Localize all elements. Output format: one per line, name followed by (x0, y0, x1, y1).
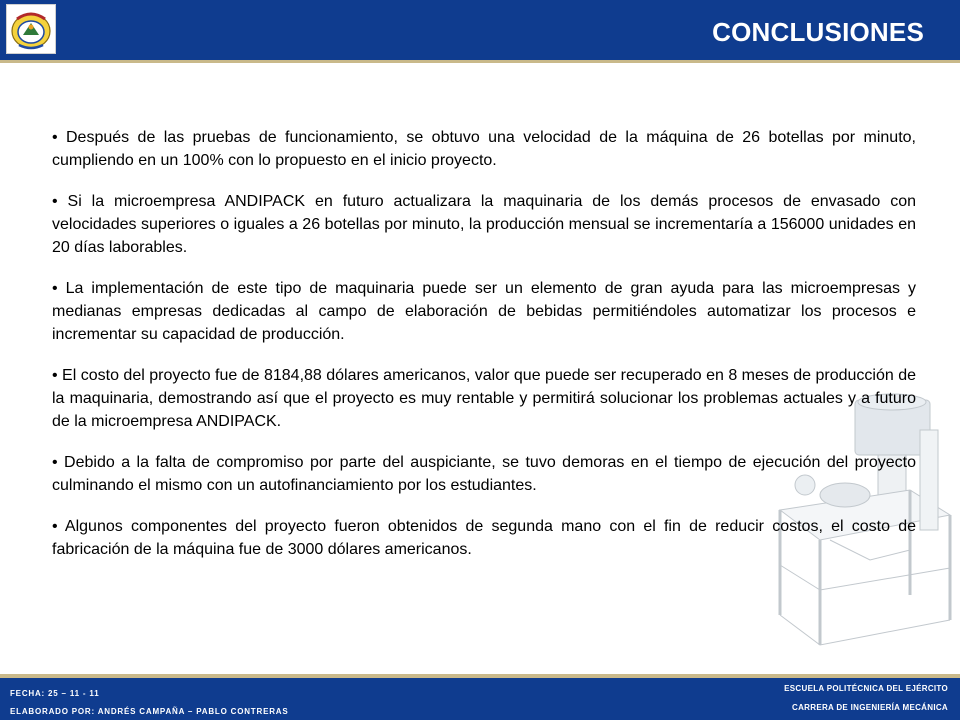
footer-bar (0, 678, 960, 720)
page-title: CONCLUSIONES (712, 17, 924, 47)
conclusion-item: • Después de las pruebas de funcionamiento, se obtuvo una velocidad de la máquina de 26 botellas por minuto, cumpliendo en un 100% con lo propuesto en el inicio proyecto. (52, 129, 916, 169)
conclusions-list (52, 126, 916, 579)
conclusion-item: • Algunos componentes del proyecto fueron obtenidos de segunda mano con el fin de reducir costos, el costo de fabricación de la máquina fue de 3000 dólares americanos. (52, 518, 916, 558)
header-bar (0, 0, 960, 60)
footer-authors: ELABORADO POR: ANDRÉS CAMPAÑA – PABLO CONTRERAS (10, 707, 289, 716)
footer-career: CARRERA DE INGENIERÍA MECÁNICA (792, 703, 948, 712)
footer-date: FECHA: 25 – 11 - 11 (10, 689, 100, 698)
header-divider (0, 60, 960, 63)
conclusion-item: • La implementación de este tipo de maquinaria puede ser un elemento de gran ayuda para las microempresas y medianas empresas dedicadas al campo de elaboración de bebidas permitiéndoles automatizar los procesos e incrementar su capacidad de producción. (52, 280, 916, 343)
conclusion-item: • Debido a la falta de compromiso por parte del auspiciante, se tuvo demoras en el tiempo de ejecución del proyecto culminando el mismo con un autofinanciamiento por los estudiantes. (52, 454, 916, 494)
conclusion-item: • El costo del proyecto fue de 8184,88 dólares americanos, valor que puede ser recuperado en 8 meses de producción de la maquinaria, demostrando así que el proyecto es muy rentable y permitirá solucionar los problemas actuales y a futuro de la microempresa ANDIPACK. (52, 367, 916, 430)
footer-school: ESCUELA POLITÉCNICA DEL EJÉRCITO (784, 684, 948, 693)
university-crest-icon (6, 4, 56, 54)
conclusion-item: • Si la microempresa ANDIPACK en futuro actualizara la maquinaria de los demás procesos de envasado con velocidades superiores o iguales a 26 botellas por minuto, la producción mensual se incrementaría a 156000 unidades en 20 días laborables. (52, 193, 916, 256)
